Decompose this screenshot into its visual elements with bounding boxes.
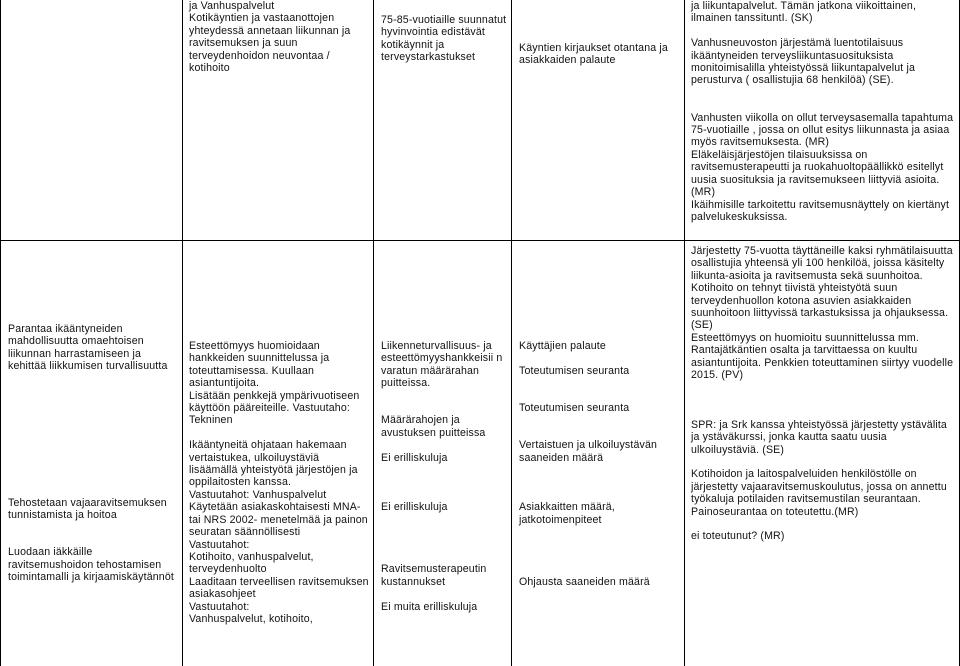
table-border-left — [0, 0, 1, 666]
indicators-cell: Käyttäjien palaute Toteutumisen seuranta Toteutumisen seuranta Vertaistuen ja ulkoiluystävän saaneiden määrä Asiakkaitten määrä, jatkotoimenpiteet Ohjausta saaneiden määrä — [519, 340, 658, 588]
resources-cell: Liikenneturvallisuus- ja esteettömyyshankkeisii n varatun määrärahan puitteissa. Määrärahojen ja avustuksen puitteissa Ei erilliskuluja Ei erilliskuluja Ravitsemusterapeutin kustannukset Ei muita erilliskuluja — [381, 340, 503, 613]
results-cell: Järjestetty 75-vuotta täyttäneille kaksi ryhmätilaisuutta osallistujia yhteensä yli 100 henkilöä, joissa käsitelty liikunta-asioita ja ravitsemusta sekä suunhoitoa. Kotihoito on tehnyt tiivistä yhteistyötä suun terveydenhuollon kotona asuvien asiakkaiden suunhoitoon liittyvissä tarkastuksissa ja ohjauksessa. (SE) Esteettömyys on huomioitu suunnittelussa mm. Rantajätkäntien osalta ja tarvittaessa on kuultu asiantuntijoita. Penkkien toteuttaminen siirtyy vuodelle 2015. (PV) SPR: ja Srk kanssa yhteistyössä järjestetty ystävälita ja ystäväkurssi, jonka kautta saatu uusia ulkoiluystäviä. (SE) Kotihoidon ja laitospalveluiden henkilöstölle on järjestetty vajaaravitsemuskoulutus, jossa on annettu työkaluja potilaiden ravitsemustilan seurantaan. Painoseurantaa on toteutettu.(MR) ei toteutunut? (MR) — [691, 245, 954, 543]
top-cell-measures: ja Vanhuspalvelut Kotikäyntien ja vastaanottojen yhteydessä annetaan liikunnan ja ravitsemuksen ja suun terveydenhoidon neuvontaa / kotihoito — [189, 0, 351, 75]
table-border-col2 — [182, 0, 183, 666]
goal-cell: Parantaa ikääntyneiden mahdollisuutta omaehtoisen liikunnan harrastamiseen ja kehittää liikkumisen turvallisuutta Tehostetaan vajaaravitsemuksen tunnistamista ja hoitoa Luodaan iäkkäille ravitsemushoidon tehostamisen toimintamalli ja kirjaamiskäytännöt — [8, 323, 174, 584]
top-cell-indicators: Käyntien kirjaukset otantana ja asiakkaiden palaute — [519, 42, 668, 67]
top-cell-resources: 75-85-vuotiaille suunnatut hyvinvointia edistävät kotikäynnit ja terveystarkastukset — [381, 14, 507, 64]
table-border-col3 — [373, 0, 374, 666]
measures-cell: Esteettömyys huomioidaan hankkeiden suunnittelussa ja toteuttamisessa. Kuullaan asiantuntijoita. Lisätään penkkejä ympärivuotiseen käyttöön pääreiteille. Vastuutaho: Tekninen Ikääntyneitä ohjataan hakemaan vertaistukea, ulkoiluystäviä lisäämällä yhteistyötä järjestöjen ja oppilaitosten kanssa. Vastuutahot: Vanhuspalvelut Käytetään asiakaskohtaisesti MNA- tai NRS 2002- menetelmää ja painon seuratan säännöllisesti Vastuutahot: Kotihoito, vanhuspalvelut, terveydenhuolto Laaditaan terveellisen ravitsemuksen asiakasohjeet Vastuutahot: Vanhuspalvelut, kotihoito, — [189, 340, 369, 625]
top-cell-results: ja liikuntapalvelut. Tämän jatkona viikoittainen, ilmainen tanssituntI. (SK) Vanhusneuvoston järjestämä luentotilaisuus ikääntyneiden terveysliikuntasuosituksista monitoimisalilla yhteistyössä liikuntapalvelut ja perusturva ( osallistujia 68 henkilöä) (SE). Vanhusten viikolla on ollut terveysasemalla tapahtuma 75-vuotiaille , jossa on ollut esitys liikunnasta ja asiaa myös ravitsemuksesta. (MR) Eläkeläisjärjestöjen tilaisuuksissa on ravitsemusterapeutti ja ruokahuoltopäällikkö esitellyt uusia suosituksia ja ravitsemukseen liittyviä asioita.(MR) Ikäihmisille tarkoitettu ravitsemusnäyttely on kiertänyt palvelukeskuksissa. — [691, 0, 954, 223]
table-border-col5 — [684, 0, 685, 666]
table-row-divider — [0, 240, 960, 241]
table-border-col4 — [511, 0, 512, 666]
